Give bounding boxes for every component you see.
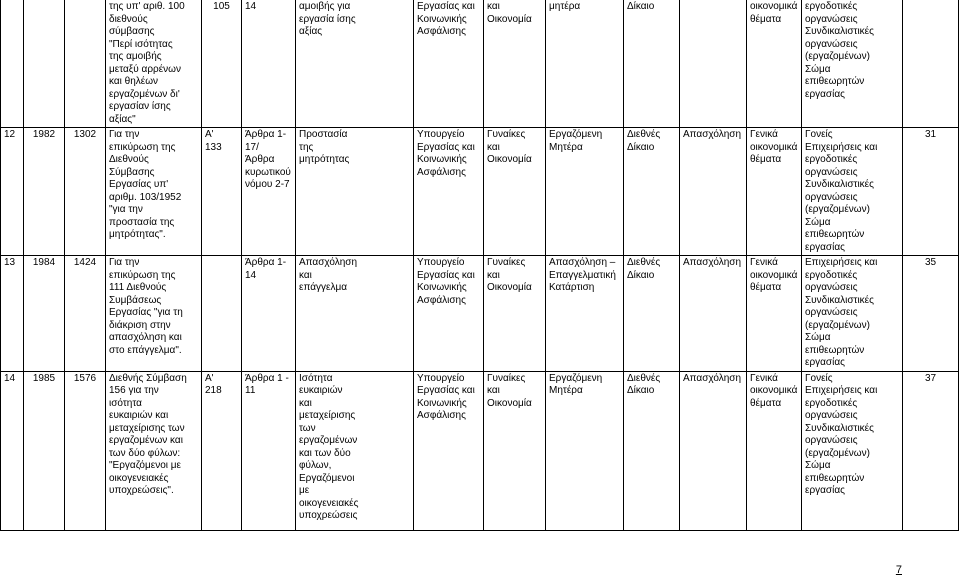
group-cell: και Οικονομία (484, 0, 546, 128)
subject-cell: Ισότητα ευκαιριών και μεταχείρισης των εργαζομένων και των δύο φύλων, Εργαζόμενοι με οικογενειακές υποχρεώσεις (296, 371, 414, 530)
issue-cell: Α' 133 (202, 128, 242, 256)
year-cell: 1982 (24, 128, 65, 256)
law-cell: 1302 (65, 128, 106, 256)
keyword-cell: Εργαζόμενη Μητέρα (546, 371, 624, 530)
issue-cell (202, 256, 242, 372)
no-cell: 14 (1, 371, 24, 530)
law-area-cell: Διεθνές Δίκαιο (624, 371, 680, 530)
ministry-cell: Υπουργείο Εργασίας και Κοινωνικής Ασφάλισης (414, 128, 484, 256)
keyword-cell: μητέρα (546, 0, 624, 128)
law-area-cell: Δίκαιο (624, 0, 680, 128)
subject-cell: Απασχόληση και επάγγελμα (296, 256, 414, 372)
subject-cell: αμοιβής για εργασία ίσης αξίας (296, 0, 414, 128)
page-number: 7 (895, 564, 902, 576)
bodies-cell: Γονείς Επιχειρήσεις και εργοδοτικές οργανώσεις Συνδικαλιστικές οργανώσεις (εργαζομένων) Σώμα επιθεωρητών εργασίας (802, 128, 903, 256)
title-cell: Για την επικύρωση της Διεθνούς Σύμβασης Εργασίας υπ' αριθμ. 103/1952 "για την προστασία της μητρότητας". (106, 128, 202, 256)
law-cell: 1424 (65, 256, 106, 372)
field-cell: Απασχόληση (680, 371, 747, 530)
category-cell: Γενικά οικονομικά θέματα (747, 128, 802, 256)
ref-cell: 35 (903, 256, 959, 372)
ref-cell (903, 0, 959, 128)
ref-cell: 37 (903, 371, 959, 530)
title-cell: Διεθνής Σύμβαση 156 για την ισότητα ευκαιριών και μεταχείρισης των εργαζομένων και των δύο φύλων: "Εργαζόμενοι με οικογενειακές υποχρεώσεις". (106, 371, 202, 530)
bodies-cell: Επιχειρήσεις και εργοδοτικές οργανώσεις Συνδικαλιστικές οργανώσεις (εργαζομένων) Σώμα επιθεωρητών εργασίας (802, 256, 903, 372)
ministry-cell: Υπουργείο Εργασίας και Κοινωνικής Ασφάλισης (414, 371, 484, 530)
article-cell: Άρθρα 1- 14 (242, 256, 296, 372)
category-cell: Γενικά οικονομικά θέματα (747, 371, 802, 530)
law-cell: 1576 (65, 371, 106, 530)
group-cell: Γυναίκες και Οικονομία (484, 128, 546, 256)
field-cell: Απασχόληση (680, 256, 747, 372)
law-area-cell: Διεθνές Δίκαιο (624, 128, 680, 256)
title-cell: Για την επικύρωση της 111 Διεθνούς Συμβάσεως Εργασίας "για τη διάκριση στην απασχόληση και στο επάγγελμα". (106, 256, 202, 372)
issue-cell: Α' 218 (202, 371, 242, 530)
law-area-cell: Διεθνές Δίκαιο (624, 256, 680, 372)
year-cell: 1984 (24, 256, 65, 372)
field-cell: Απασχόληση (680, 128, 747, 256)
table-row (1, 256, 959, 372)
year-cell: 1985 (24, 371, 65, 530)
bodies-cell: εργοδοτικές οργανώσεις Συνδικαλιστικές οργανώσεις (εργαζομένων) Σώμα επιθεωρητών εργασίας (802, 0, 903, 128)
table-row (1, 371, 959, 530)
category-cell: Γενικά οικονομικά θέματα (747, 256, 802, 372)
keyword-cell: Απασχόληση – Επαγγελματική Κατάρτιση (546, 256, 624, 372)
subject-cell: Προστασία της μητρότητας (296, 128, 414, 256)
ministry-cell: Εργασίας και Κοινωνικής Ασφάλισης (414, 0, 484, 128)
table-row-continued (1, 0, 959, 128)
article-cell: 14 (242, 0, 296, 128)
group-cell: Γυναίκες και Οικονομία (484, 371, 546, 530)
no-cell: 12 (1, 128, 24, 256)
keyword-cell: Εργαζόμενη Μητέρα (546, 128, 624, 256)
no-cell: 13 (1, 256, 24, 372)
title-cell: της υπ' αριθ. 100 διεθνούς σύμβασης "Περί ισότητας της αμοιβής μεταξύ αρρένων και θηλέων εργαζομένων δι' εργασίαν ίσης αξίας" (106, 0, 202, 128)
issue-cell: 105 (202, 0, 242, 128)
category-cell: οικονομικά θέματα (747, 0, 802, 128)
ref-cell: 31 (903, 128, 959, 256)
article-cell: Άρθρα 1 - 11 (242, 371, 296, 530)
article-cell: Άρθρα 1- 17/ Άρθρα κυρωτικού νόμου 2-7 (242, 128, 296, 256)
group-cell: Γυναίκες και Οικονομία (484, 256, 546, 372)
bodies-cell: Γονείς Επιχειρήσεις και εργοδοτικές οργανώσεις Συνδικαλιστικές οργανώσεις (εργαζομένων) Σώμα επιθεωρητών εργασίας (802, 371, 903, 530)
ministry-cell: Υπουργείο Εργασίας και Κοινωνικής Ασφάλισης (414, 256, 484, 372)
table-row (1, 128, 959, 256)
